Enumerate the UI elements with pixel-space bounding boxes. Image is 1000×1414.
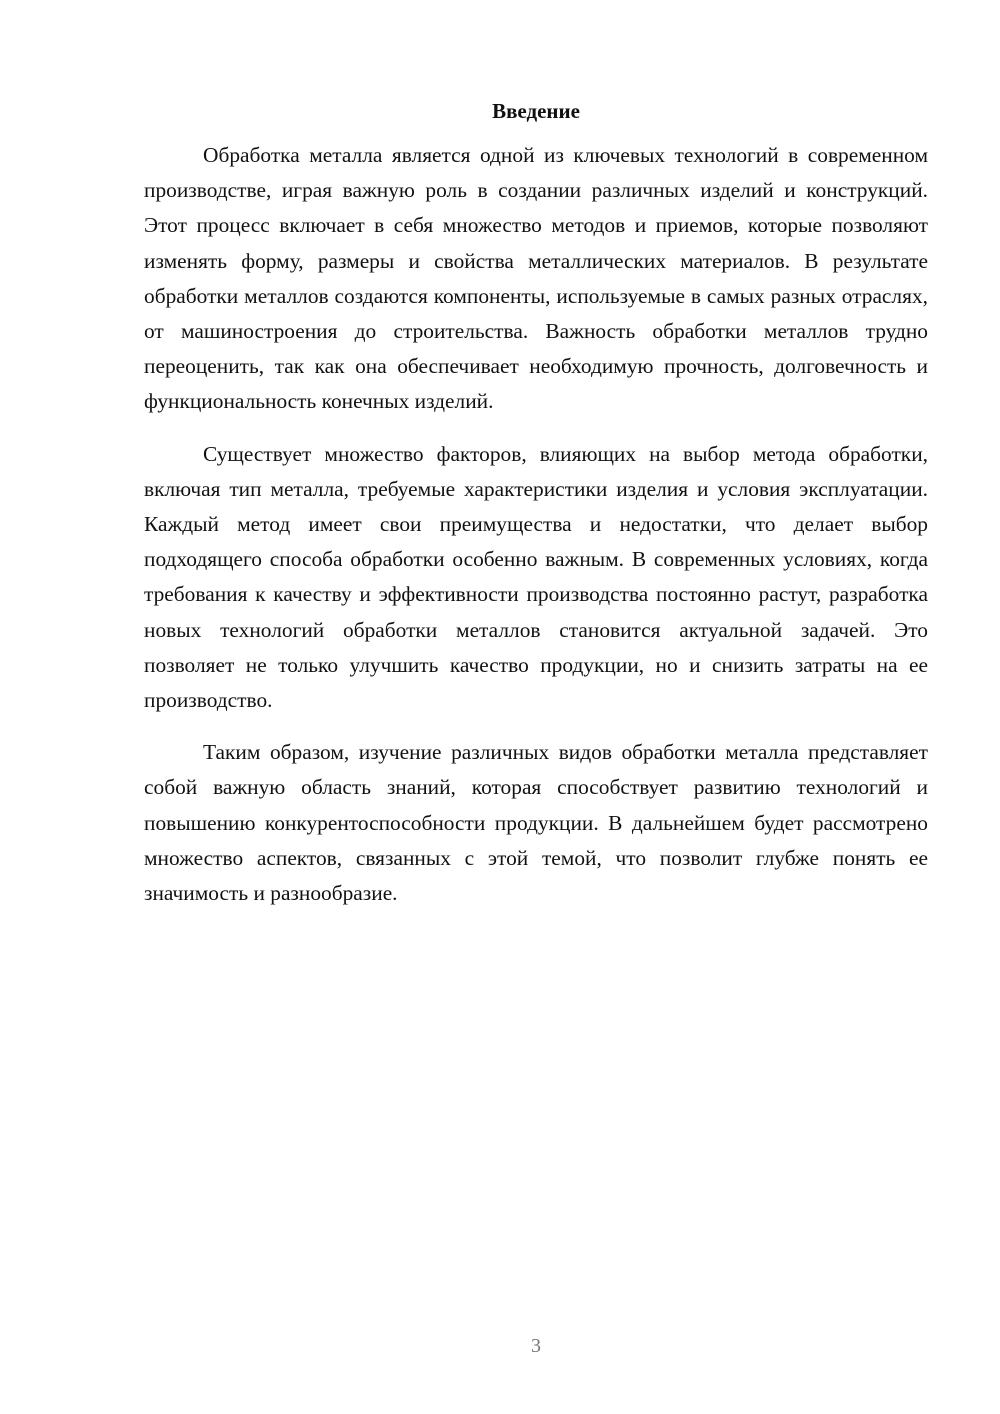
page-number: 3 xyxy=(531,1335,541,1357)
paragraph-2: Существует множество факторов, влияющих на выбор метода обработки, включая тип металла, требуемые характеристики изделия и условия эксплуатации. Каждый метод имеет свои преимущества и недостатки, что делает выбор подходящего способа обработки особенно важным. В современных условиях, когда требования к качеству и эффективности производства постоянно растут, разработка новых технологий обработки металлов становится актуальной задачей. Это позволяет не только улучшить качество продукции, но и снизить затраты на ее производство. xyxy=(144,441,928,713)
page-content xyxy=(144,96,928,911)
paragraph-3: Таким образом, изучение различных видов обработки металла представляет собой важную область знаний, которая способствует развитию технологий и повышению конкурентоспособности продукции. В дальнейшем будет рассмотрено множество аспектов, связанных с этой темой, что позволит глубже понять ее значимость и разнообразие. xyxy=(144,740,928,906)
section-heading: Введение xyxy=(492,99,580,123)
paragraph-1: Обработка металла является одной из ключевых технологий в современном производстве, играя важную роль в создании различных изделий и конструкций. Этот процесс включает в себя множество методов и приемов, которые позволяют изменять форму, размеры и свойства металлических материалов. В результате обработки металлов создаются компоненты, используемые в самых разных отраслях, от машиностроения до строительства. Важность обработки металлов трудно переоценить, так как она обеспечивает необходимую прочность, долговечность и функциональность конечных изделий. xyxy=(144,143,928,414)
